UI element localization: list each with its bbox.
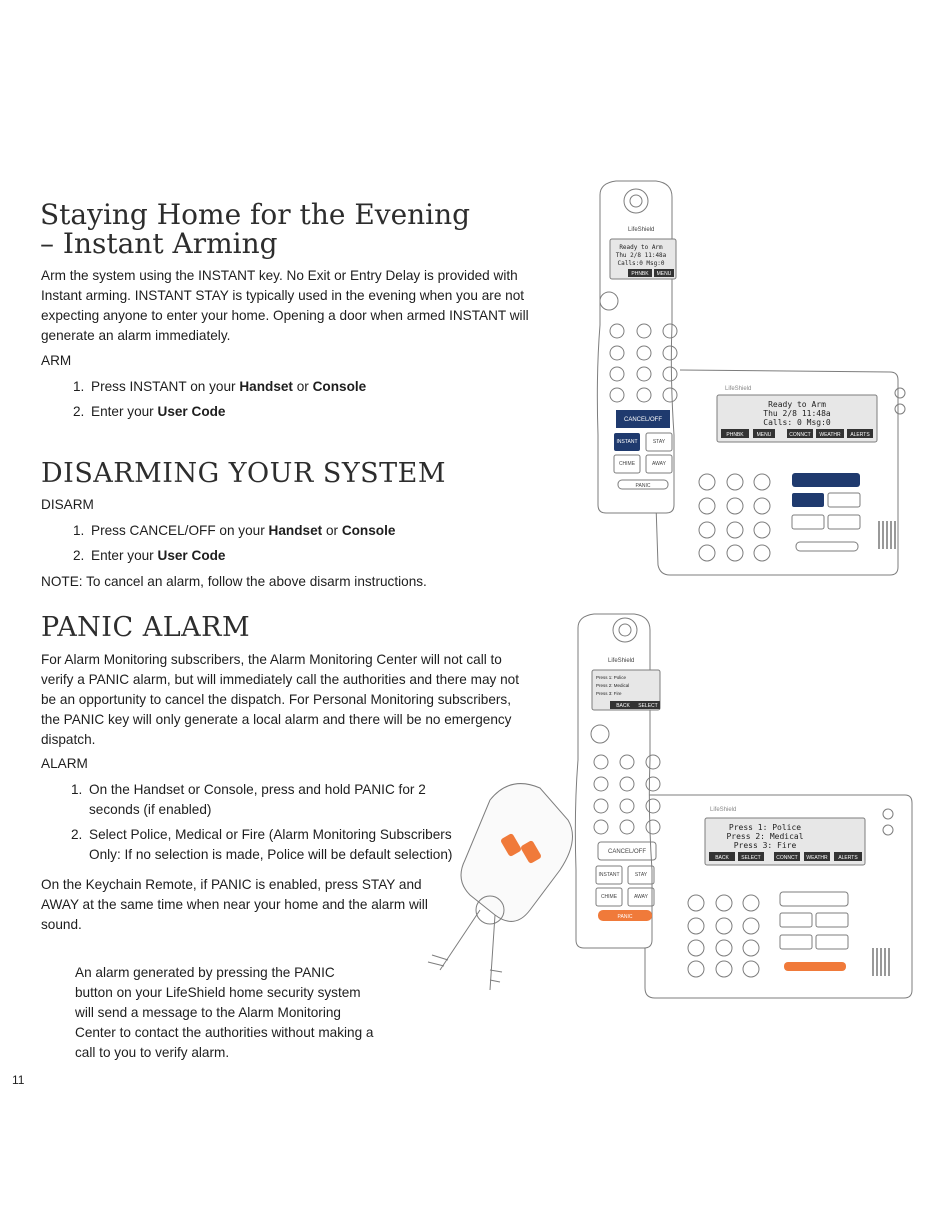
handset-screen-line: Press 3: Fire — [596, 691, 622, 696]
handset-softkey: PHNBK — [631, 271, 649, 277]
alarm-steps — [71, 780, 471, 870]
handset-screen-line: Calls:0 Msg:0 — [617, 260, 665, 267]
alarm-step: 1. On the Handset or Console, press and hold PANIC for 2 seconds (if enabled) — [71, 782, 426, 817]
page-number: 11 — [12, 1073, 25, 1087]
panic-callout: An alarm generated by pressing the PANIC button on your LifeShield home security system will send a message to the Alarm Monitoring Center to contact the authorities without making a call to you to verify alarm. — [75, 965, 374, 1060]
console-screen-line: Calls: 0 Msg:0 — [763, 418, 831, 427]
disarm-note: NOTE: To cancel an alarm, follow the above disarm instructions. — [41, 574, 427, 589]
handset-key-label: STAY — [634, 872, 648, 878]
console-keypad — [699, 474, 770, 561]
handset-brand: LifeShield — [628, 227, 655, 233]
handset-screen-line: Press 2: Medical — [596, 683, 630, 688]
arm-step: 2. Enter your User Code — [73, 404, 226, 419]
section-title-instant-arming: Staying Home for the Evening – Instant Arming — [40, 198, 471, 260]
handset-key-label: AWAY — [652, 461, 666, 467]
disarm-label: DISARM — [41, 497, 94, 512]
disarm-step: 2. Enter your User Code — [73, 548, 226, 563]
console-screen-line: Ready to Arm — [768, 400, 826, 409]
instant-arming-intro: Arm the system using the INSTANT key. No Exit or Entry Delay is provided with Instant arming. INSTANT STAY is typically used in the evening when you are not expecting anyone to enter your home. Opening a door when armed INSTANT will generate an alarm immediately. — [41, 268, 529, 343]
disarm-step: 1. Press CANCEL/OFF on your Handset or Console — [73, 523, 396, 538]
handset-brand: LifeShield — [608, 658, 635, 664]
console-softkey: WEATHR — [806, 855, 828, 861]
console-softkey: BACK — [715, 855, 729, 861]
console-screen-line: Press 3: Fire — [733, 841, 797, 850]
panic-intro: For Alarm Monitoring subscribers, the Alarm Monitoring Center will not call to verify a PANIC alarm, but will immediately call the authorities and there may not be an opportunity to cancel the dispatch. For Personal Monitoring subscribers, the PANIC key will only generate a local alarm and there will be no emergency dispatch. — [41, 652, 519, 747]
section-title-disarming: DISARMING YOUR SYSTEM — [41, 458, 447, 489]
handset-screen-line: Thu 2/8 11:48a — [615, 252, 667, 259]
console-softkey: CONNCT — [776, 855, 798, 861]
console-screen-line: Press 1: Police — [728, 823, 802, 832]
keychain-note: On the Keychain Remote, if PANIC is enabled, press STAY and AWAY at the same time when near your home and the alarm will sound. — [41, 877, 428, 932]
arm-label: ARM — [41, 353, 72, 368]
console-softkey: SELECT — [741, 855, 761, 861]
handset-softkey: BACK — [616, 703, 630, 709]
handset-key-label: CANCEL/OFF — [623, 417, 663, 423]
handset-key-label: CHIME — [600, 894, 618, 900]
device-illustration-top — [590, 175, 910, 580]
console-softkey: WEATHR — [819, 432, 841, 438]
arm-step: 1. Press INSTANT on your Handset or Console — [73, 379, 367, 394]
handset-key-label: CANCEL/OFF — [607, 849, 647, 855]
console-keypad — [688, 895, 759, 977]
console-brand: LifeShield — [725, 386, 752, 392]
disarm-steps — [73, 521, 395, 571]
handset-key-label: CHIME — [618, 461, 636, 467]
handset-key-label: STAY — [652, 439, 666, 445]
handset-softkey: MENU — [656, 271, 672, 277]
handset-key-label: PANIC — [617, 914, 633, 920]
console-screen-line: Press 2: Medical — [726, 832, 804, 841]
handset-key-label: INSTANT — [598, 872, 620, 878]
console-softkey: CONNCT — [789, 432, 811, 438]
keychain-remote — [428, 784, 573, 990]
console-screen-line: Thu 2/8 11:48a — [763, 409, 831, 418]
handset-screen-line: Press 1: Police — [596, 675, 627, 680]
console-softkey: ALERTS — [838, 855, 858, 861]
alarm-label: ALARM — [41, 756, 88, 771]
handset-key-label: AWAY — [634, 894, 648, 900]
device-illustration-bottom — [420, 610, 915, 1010]
console-brand: LifeShield — [710, 807, 737, 813]
handset-key-label: PANIC — [635, 483, 651, 489]
console-softkey: ALERTS — [850, 432, 870, 438]
section-title-panic-alarm: PANIC ALARM — [41, 612, 251, 643]
arm-steps — [73, 377, 366, 427]
alarm-step: 2. Select Police, Medical or Fire (Alarm Monitoring Subscribers Only: If no selection is made, Police will be default selection) — [71, 827, 453, 862]
handset-softkey: SELECT — [638, 703, 658, 709]
console-softkey: PHNBK — [726, 432, 744, 438]
handset-screen-line: Ready to Arm — [619, 244, 663, 251]
console-softkey: MENU — [756, 432, 772, 438]
handset-key-label: INSTANT — [616, 439, 638, 445]
